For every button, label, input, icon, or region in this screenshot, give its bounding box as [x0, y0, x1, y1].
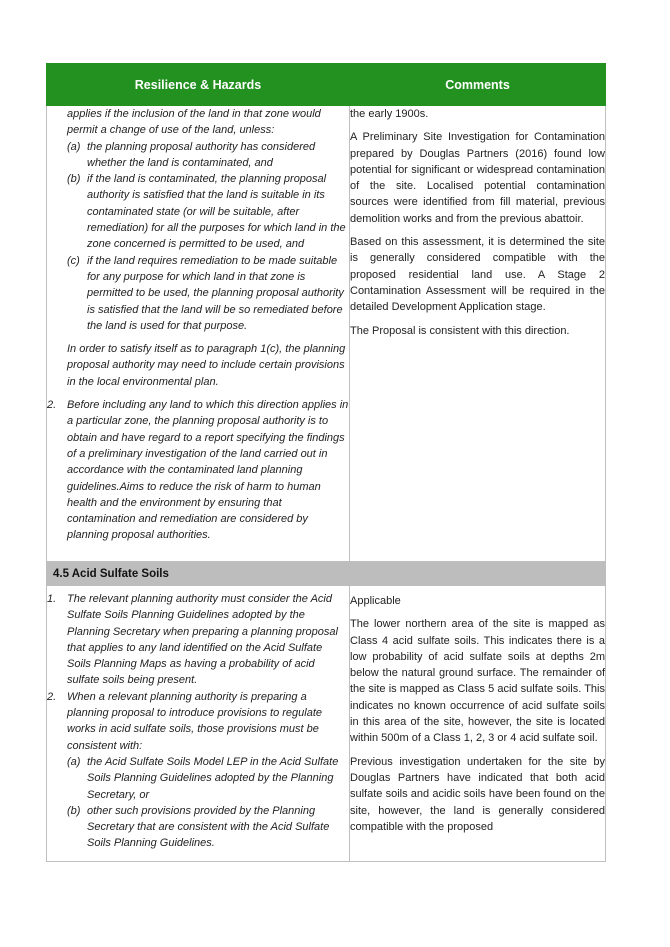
list-item: (b) if the land is contaminated, the planning proposal authority is satisfied that the land is suitable in its contaminated state (or will be suitable, after remediation) for all the purposes for which land in the zone concerned is permitted to be used, and	[67, 173, 346, 251]
header-resilience-hazards: Resilience & Hazards	[47, 64, 350, 106]
comment-paragraph: Previous investigation undertaken for the site by Douglas Partners have indicated that both acid sulfate soils and acidic soils have been found on the site, however, the land is generally considered compatible with the proposed	[350, 755, 605, 833]
list-item: 1. The relevant planning authority must consider the Acid Sulfate Soils Planning Guidelines adopted by the Planning Secretary when preparing a planning proposal that applies to any land identified on the Acid Sulfate Soils Planning Maps as having a probability of acid sulfate soils being present.	[47, 593, 338, 687]
comment-paragraph: Applicable	[350, 595, 401, 607]
acid-sulfate-direction-text	[47, 586, 350, 862]
table-header-row	[47, 64, 606, 106]
list-item: (c) if the land requires remediation to be made suitable for any purpose for which land in that zone is permitted to be used, the planning proposal authority is satisfied that the land will be so remediated before the land is used for that purpose.	[67, 254, 344, 332]
comment-paragraph: The lower northern area of the site is mapped as Class 4 acid sulfate soils. This indicates there is a low probability of acid sulfate soils at depths 2m below the natural ground surface. The remainder of the site is mapped as Class 5 acid sulfate soils. This indicates no known occurrence of acid sulfate soils in this area of the site, however, the site is located within 500m of a Class 1, 2, 3 or 4 acid sulfate soil.	[350, 618, 605, 745]
section-row-acid-sulfate	[47, 562, 606, 586]
comment-paragraph: the early 1900s.	[350, 108, 429, 120]
direction-note: In order to satisfy itself as to paragraph 1(c), the planning proposal authority may need to include certain provisions in the local environmental plan.	[67, 343, 346, 388]
comment-paragraph: A Preliminary Site Investigation for Contamination prepared by Douglas Partners (2016) found low potential for significant or widespread contamination of the site. Localised potential contamination sources were identified from fill material, previous demolition works and from the previous abattoir.	[350, 131, 605, 225]
list-item: (b) other such provisions provided by the Planning Secretary that are consistent with the Acid Sulfate Soils Planning Guidelines.	[67, 804, 330, 850]
list-item: 2. When a relevant planning authority is preparing a planning proposal to introduce provisions to regulate works in acid sulfate soils, those provisions must be consistent with:	[47, 690, 322, 752]
section-title: 4.5 Acid Sulfate Soils	[47, 562, 350, 586]
header-comments: Comments	[350, 64, 606, 106]
section-blank-cell	[350, 562, 606, 586]
contamination-direction-text	[47, 106, 350, 562]
list-item: 2. Before including any land to which this direction applies in a particular zone, the planning proposal authority is to obtain and have regard to a report specifying the findings of a preliminary investigation of the land carried out in accordance with the contaminated land planning guidelines.Aims to reduce the risk of harm to human health and the environment by ensuring that contamination and remediation are considered by planning proposal authorities.	[47, 399, 349, 542]
acid-sulfate-comments	[350, 586, 606, 862]
table-row-contamination	[47, 106, 606, 562]
list-item: (a) the planning proposal authority has considered whether the land is contaminated, and	[67, 140, 316, 169]
direction-intro: applies if the inclusion of the land in that zone would permit a change of use of the land, unless:	[67, 108, 321, 137]
list-item: (a) the Acid Sulfate Soils Model LEP in the Acid Sulfate Soils Planning Guidelines adopted by the Planning Secretary, or	[67, 755, 339, 801]
comment-paragraph: Based on this assessment, it is determined the site is generally considered compatible with the proposed residential land use. A Stage 2 Contamination Assessment will be required in the detailed Development Application stage.	[350, 236, 605, 314]
contamination-comments	[350, 106, 606, 562]
table-row-acid-sulfate	[47, 586, 606, 862]
direction-table	[46, 63, 606, 862]
comment-paragraph: The Proposal is consistent with this direction.	[350, 324, 570, 337]
